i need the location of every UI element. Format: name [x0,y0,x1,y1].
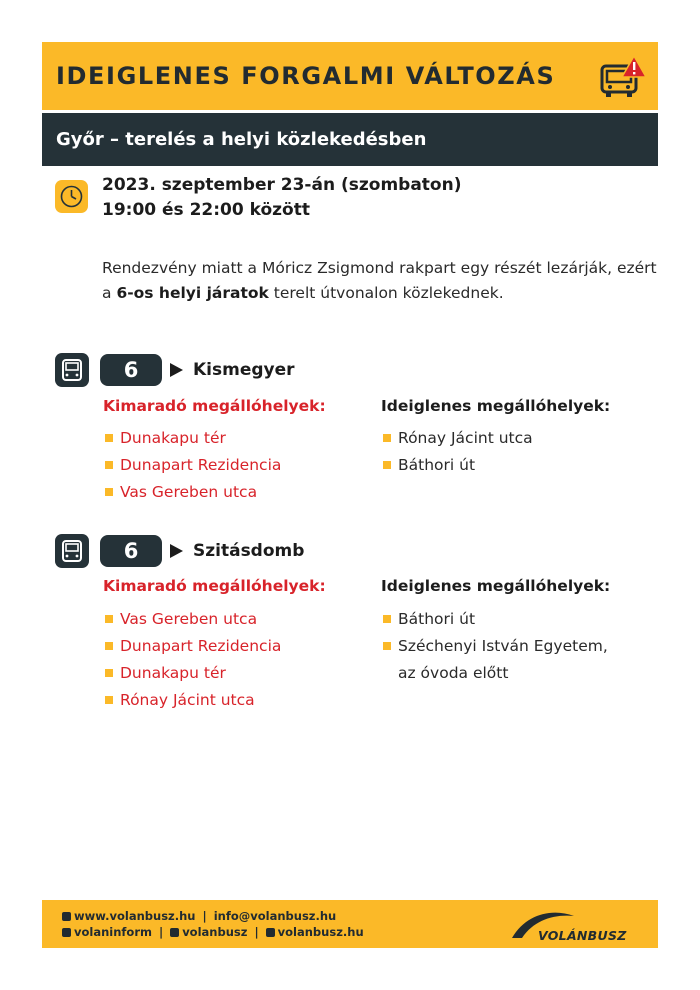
skipped-stops-heading: Kimaradó megállóhelyek: [103,577,326,595]
temporary-stop-continuation: az óvoda előtt [398,664,509,682]
temporary-stop: Rónay Jácint utca [383,429,533,447]
skipped-stop: Vas Gereben utca [105,483,257,501]
skipped-stop: Dunakapu tér [105,664,226,682]
bullet-icon [383,642,391,650]
direction-arrow-icon [170,363,183,377]
footer [42,900,658,948]
page-title: IDEIGLENES FORGALMI VÁLTOZÁS [56,62,556,90]
bullet-icon [383,434,391,442]
notice-text-start: Rendezvény miatt a Móricz Zsigmond rakpart egy részét lezárják, ezért a [102,259,657,302]
footer-social-link[interactable]: volaninform [62,925,152,939]
subtitle-bar [42,113,658,166]
direction-arrow-icon [170,544,183,558]
notice-text-end: terelt útvonalon közlekednek. [268,284,504,302]
social-icon [170,928,179,937]
footer-email-link[interactable]: info@volanbusz.hu [213,909,337,923]
route-number-badge: 6 [100,354,162,386]
brand-logo-text: VOLÁNBUSZ [538,928,627,943]
event-time: 19:00 és 22:00 között [102,200,310,220]
globe-icon [62,912,71,921]
bullet-icon [105,461,113,469]
bullet-icon [105,669,113,677]
skipped-stops-heading: Kimaradó megállóhelyek: [103,397,326,415]
temporary-stops-heading: Ideiglenes megállóhelyek: [381,577,611,595]
bullet-icon [383,461,391,469]
social-icon [266,928,275,937]
skipped-stop: Vas Gereben utca [105,610,257,628]
temporary-stop: Báthori út [383,456,475,474]
footer-website-link[interactable]: www.volanbusz.hu [62,909,196,923]
clock-icon [55,180,88,213]
bus-icon [55,534,89,568]
bullet-icon [105,642,113,650]
bus-icon [55,353,89,387]
bullet-icon [105,696,113,704]
bus-warning-icon [598,52,648,102]
temporary-stops-heading: Ideiglenes megállóhelyek: [381,397,611,415]
bullet-icon [105,615,113,623]
bullet-icon [105,434,113,442]
route-number-badge: 6 [100,535,162,567]
footer-social-line: volaninform | volanbusz | volanbusz.hu [62,925,364,939]
skipped-stop: Rónay Jácint utca [105,691,255,709]
header-banner [42,42,658,110]
skipped-stop: Dunakapu tér [105,429,226,447]
notice-text [102,256,662,306]
subtitle: Győr – terelés a helyi közlekedésben [56,129,427,150]
bullet-icon [105,488,113,496]
footer-contact-line: www.volanbusz.hu | info@volanbusz.hu [62,909,336,923]
footer-social-link[interactable]: volanbusz.hu [266,925,364,939]
notice-highlight: 6-os helyi járatok [116,284,269,302]
skipped-stop: Dunapart Rezidencia [105,456,281,474]
temporary-stop: Báthori út [383,610,475,628]
route-destination: Szitásdomb [193,541,305,561]
bullet-icon [383,615,391,623]
footer-social-link[interactable]: volanbusz [170,925,247,939]
route-destination: Kismegyer [193,360,295,380]
social-icon [62,928,71,937]
skipped-stop: Dunapart Rezidencia [105,637,281,655]
temporary-stop: Széchenyi István Egyetem, [383,637,608,655]
event-date: 2023. szeptember 23-án (szombaton) [102,175,462,195]
